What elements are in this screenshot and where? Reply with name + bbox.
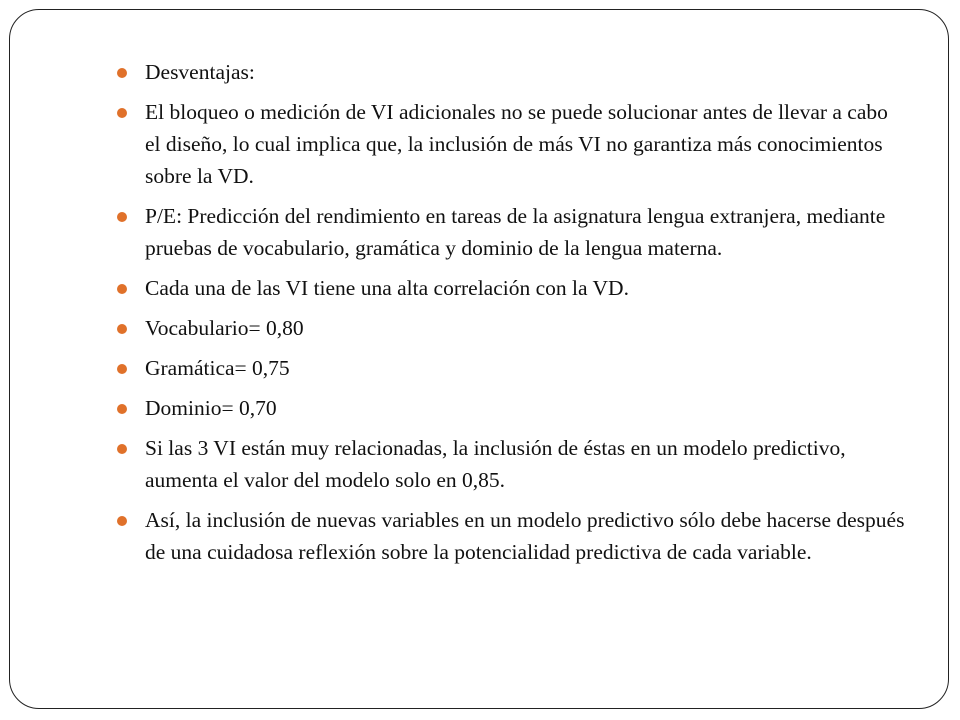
bullet-item-correlacion	[116, 272, 906, 304]
bullet-text: Si las 3 VI están muy relacionadas, la inclusión de éstas en un modelo predictivo, aumenta el valor del modelo solo en 0,85.	[145, 436, 846, 492]
bullet-list	[116, 56, 906, 576]
slide-frame	[9, 9, 949, 709]
bullet-text: El bloqueo o medición de VI adicionales no se puede solucionar antes de llevar a cabo el diseño, lo cual implica que, la inclusión de más VI no garantiza más conocimientos sobre la VD.	[145, 100, 888, 188]
bullet-item-relacionadas	[116, 432, 906, 496]
bullet-dot-icon	[117, 108, 127, 118]
bullet-text: Gramática= 0,75	[145, 356, 290, 380]
bullet-item-gramatica	[116, 352, 906, 384]
bullet-item-desventajas	[116, 56, 906, 88]
bullet-text: Vocabulario= 0,80	[145, 316, 304, 340]
bullet-text: Desventajas:	[145, 60, 255, 84]
bullet-text: Así, la inclusión de nuevas variables en un modelo predictivo sólo debe hacerse después de una cuidadosa reflexión sobre la potencialidad predictiva de cada variable.	[145, 508, 905, 564]
bullet-item-ejemplo	[116, 200, 906, 264]
bullet-dot-icon	[117, 68, 127, 78]
bullet-dot-icon	[117, 324, 127, 334]
bullet-dot-icon	[117, 364, 127, 374]
bullet-item-conclusion	[116, 504, 906, 568]
bullet-item-vocabulario	[116, 312, 906, 344]
bullet-text: Dominio= 0,70	[145, 396, 277, 420]
bullet-item-bloqueo	[116, 96, 906, 192]
bullet-dot-icon	[117, 212, 127, 222]
bullet-item-dominio	[116, 392, 906, 424]
bullet-dot-icon	[117, 516, 127, 526]
bullet-dot-icon	[117, 404, 127, 414]
bullet-dot-icon	[117, 284, 127, 294]
bullet-text: P/E: Predicción del rendimiento en tareas de la asignatura lengua extranjera, mediante pruebas de vocabulario, gramática y dominio de la lengua materna.	[145, 204, 886, 260]
bullet-text: Cada una de las VI tiene una alta correlación con la VD.	[145, 276, 629, 300]
bullet-dot-icon	[117, 444, 127, 454]
